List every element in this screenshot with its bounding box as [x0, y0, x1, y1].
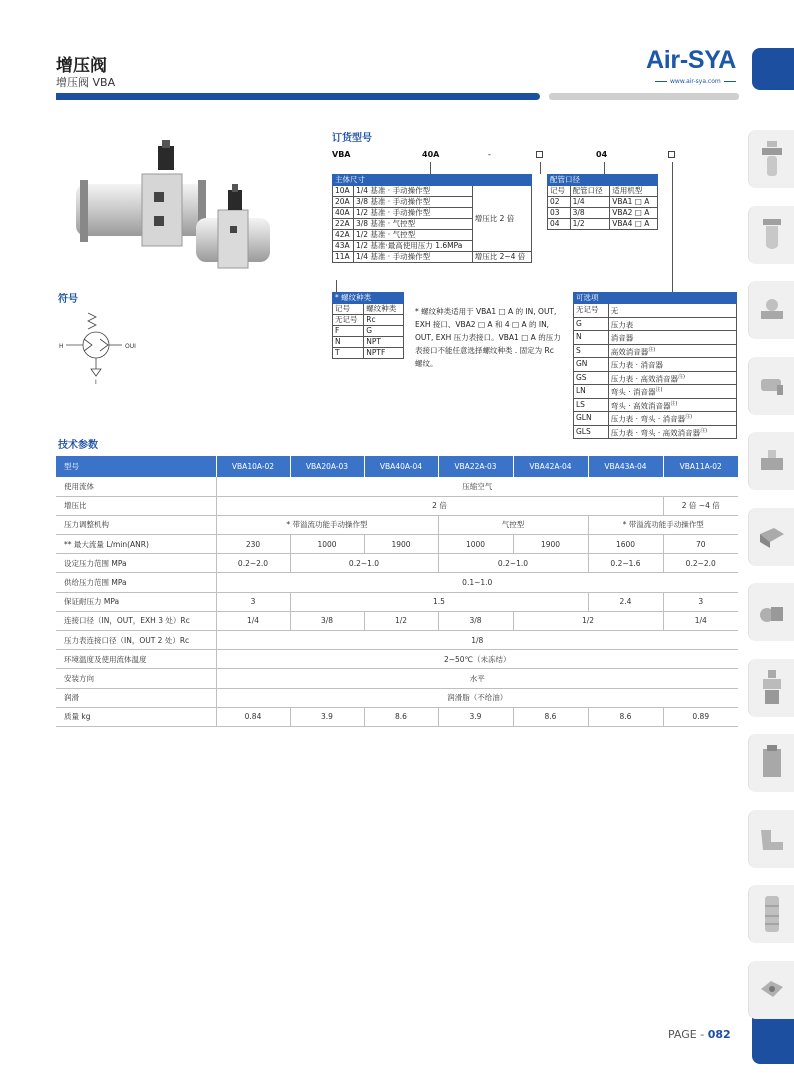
- body-desc: 1/4 基准 · 手动操作型: [353, 186, 472, 197]
- spec-cell: 水平: [216, 669, 738, 688]
- spec-label: 质量 kg: [56, 707, 216, 726]
- spec-cell: 1000: [438, 535, 513, 554]
- table-row: [56, 650, 738, 669]
- tech-section-title: 技术参数: [58, 440, 98, 451]
- spec-cell: 0.84: [216, 707, 290, 726]
- spec-head: VBA22A-03: [438, 456, 513, 477]
- option-desc: 无: [610, 306, 619, 316]
- port-cell: VBA2 □ A: [610, 208, 658, 219]
- pneumatic-symbol: [58, 305, 158, 385]
- option-desc: 压力表 · 消音器: [610, 360, 663, 370]
- body-desc: 3/8 基准 · 手动操作型: [353, 197, 472, 208]
- spec-cell: 2 倍: [216, 496, 663, 515]
- side-tab-top[interactable]: [752, 48, 794, 90]
- tick-option: [672, 162, 673, 292]
- body-desc: 3/8 基准 · 气控型: [353, 219, 472, 230]
- option-code: G: [574, 317, 609, 331]
- option-desc: 压力表: [610, 320, 634, 329]
- spec-cell: 3: [663, 592, 738, 611]
- table-row: [56, 611, 738, 630]
- option-code: GS: [574, 371, 609, 385]
- thread-head: 螺纹种类: [364, 304, 404, 315]
- spec-cell: 3/8: [438, 611, 513, 630]
- tick-port-a: [540, 162, 541, 174]
- spec-label: 使用流体: [56, 477, 216, 496]
- body-desc: 1/2 基准·最高使用压力 1.6MPa: [353, 241, 472, 252]
- spec-cell: 1900: [513, 535, 588, 554]
- port-head: 适用机型: [610, 186, 658, 197]
- thread-cell: T: [333, 348, 364, 359]
- spec-label: 连接口径（IN，OUT，EXH 3 处）Rc: [56, 611, 216, 630]
- spec-cell: 0.2~2.0: [216, 554, 290, 573]
- order-code-series: VBA: [332, 150, 351, 159]
- silencer-icon[interactable]: [748, 885, 794, 943]
- spec-label: 供给压力范围 MPa: [56, 573, 216, 592]
- valve-assembly-icon[interactable]: [748, 583, 794, 641]
- body-code: 20A: [333, 197, 354, 208]
- option-code: LN: [574, 385, 609, 399]
- thread-table: [332, 292, 404, 359]
- table-row: [56, 554, 738, 573]
- regulator-unit-icon[interactable]: [748, 659, 794, 717]
- body-code: 22A: [333, 219, 354, 230]
- filter-bowl-icon[interactable]: [748, 206, 794, 264]
- thread-head: 记号: [333, 304, 364, 315]
- spec-cell: 气控型: [438, 515, 588, 534]
- spec-cell: 8.6: [513, 707, 588, 726]
- thread-cell: NPT: [364, 337, 404, 348]
- option-code: 无记号: [574, 304, 609, 318]
- option-desc: 压力表 · 弯头 · 消音器: [610, 414, 686, 424]
- spec-cell: 70: [663, 535, 738, 554]
- header-blue-bar: [56, 93, 540, 100]
- spec-cell: 1/4: [216, 611, 290, 630]
- port-head: 记号: [548, 186, 571, 197]
- spec-cell: 230: [216, 535, 290, 554]
- tick-port-b: [604, 162, 605, 174]
- manifold-icon[interactable]: [748, 432, 794, 490]
- port-cell: 02: [548, 197, 571, 208]
- option-desc: 弯头 · 高效消音器: [610, 401, 671, 410]
- spec-cell: 0.2~1.6: [588, 554, 663, 573]
- port-cell: 03: [548, 208, 571, 219]
- spec-cell: 2 倍 ~4 倍: [663, 496, 738, 515]
- spec-label: 增压比: [56, 496, 216, 515]
- spec-cell: 8.6: [364, 707, 438, 726]
- order-code-port: 04: [596, 150, 608, 159]
- spec-cell: 3/8: [290, 611, 364, 630]
- table-row: [56, 592, 738, 611]
- table-row: [56, 707, 738, 726]
- product-image: [58, 140, 273, 280]
- table-row: [56, 573, 738, 592]
- thread-title: * 螺纹种类: [333, 293, 404, 304]
- port-cell: 1/2: [570, 219, 610, 230]
- table-row: [56, 631, 738, 650]
- page-number: [668, 1028, 731, 1041]
- table-row: [56, 477, 738, 496]
- thread-cell: 无记号: [333, 315, 364, 326]
- option-code: GLN: [574, 412, 609, 426]
- options-title: 可选项: [574, 293, 737, 304]
- brand-logo: Air-SYA: [646, 46, 737, 74]
- option-code: N: [574, 331, 609, 345]
- spec-cell: 压缩空气: [216, 477, 738, 496]
- thread-cell: NPTF: [364, 348, 404, 359]
- body-size-title: 主体尺寸: [333, 175, 532, 186]
- port-cell: 1/4: [570, 197, 610, 208]
- spec-cell: 8.6: [588, 707, 663, 726]
- tick-size: [430, 162, 431, 174]
- body-code: 40A: [333, 208, 354, 219]
- spec-label: 设定压力范围 MPa: [56, 554, 216, 573]
- tick-thread: [336, 280, 337, 292]
- option-note: 注): [700, 427, 708, 434]
- page-title: 增压阀: [56, 56, 107, 76]
- thread-cell: N: [333, 337, 364, 348]
- spec-cell: 1.5: [290, 592, 588, 611]
- spec-cell: 0.2~1.0: [438, 554, 588, 573]
- spec-label: 保证耐压力 MPa: [56, 592, 216, 611]
- table-row: [56, 496, 738, 515]
- spec-label: 润滑: [56, 688, 216, 707]
- spec-cell: 1600: [588, 535, 663, 554]
- spec-cell: 0.2~1.0: [290, 554, 438, 573]
- spec-label: 环境温度及使用流体温度: [56, 650, 216, 669]
- cylinder-valve-icon[interactable]: [748, 734, 794, 792]
- spec-cell: * 带溢流功能手动操作型: [216, 515, 438, 534]
- spec-cell: 润滑脂（不给油）: [216, 688, 738, 707]
- spec-cell: 3: [216, 592, 290, 611]
- option-note: 注): [677, 373, 685, 380]
- port-cell: 04: [548, 219, 571, 230]
- port-cell: VBA4 □ A: [610, 219, 658, 230]
- spec-cell: 1000: [290, 535, 364, 554]
- thread-cell: Rc: [364, 315, 404, 326]
- spec-cell: 3.9: [290, 707, 364, 726]
- spec-head: VBA11A-02: [663, 456, 738, 477]
- spec-head: 型号: [56, 456, 216, 477]
- order-code-dash: -: [488, 150, 491, 159]
- body-code: 11A: [333, 252, 354, 263]
- block-valve-icon[interactable]: [748, 508, 794, 566]
- thread-cell: G: [364, 326, 404, 337]
- table-row: [56, 688, 738, 707]
- page-digits: 082: [707, 1028, 731, 1041]
- table-row: [56, 535, 738, 554]
- spec-label: ** 最大流量 L/min(ANR): [56, 535, 216, 554]
- option-note: 注): [655, 387, 663, 393]
- body-code: 10A: [333, 186, 354, 197]
- body-desc: 1/2 基准 · 气控型: [353, 230, 472, 241]
- port-head: 配管口径: [570, 186, 610, 197]
- symbol-in-label: H: [59, 343, 64, 350]
- spec-table: [56, 456, 738, 727]
- table-row: [56, 515, 738, 534]
- spec-cell: 3.9: [438, 707, 513, 726]
- option-desc: 压力表 · 弯头 · 高效消音器: [610, 428, 701, 437]
- option-note: 注): [685, 414, 693, 420]
- option-code: GN: [574, 358, 609, 372]
- thread-cell: F: [333, 326, 364, 337]
- body-code: 43A: [333, 241, 354, 252]
- spec-cell: 1900: [364, 535, 438, 554]
- header-grey-bar: [549, 93, 739, 100]
- option-desc: 消音器: [610, 333, 634, 343]
- page-subtitle: 增压阀 VBA: [56, 76, 116, 89]
- body-ratio: 增压比 2 倍: [472, 186, 531, 252]
- spec-label: 压力表连接口径（IN，OUT 2 处）Rc: [56, 631, 216, 650]
- option-code: LS: [574, 398, 609, 412]
- option-note: 注): [648, 346, 656, 353]
- spec-head: VBA10A-02: [216, 456, 290, 477]
- spec-cell: 1/2: [513, 611, 663, 630]
- order-section-title: 订货型号: [332, 133, 372, 144]
- body-ratio: 增压比 2~4 倍: [472, 252, 531, 263]
- body-desc: 1/2 基准 · 手动操作型: [353, 208, 472, 219]
- order-code-size: 40A: [422, 150, 440, 159]
- spec-head: VBA43A-04: [588, 456, 663, 477]
- option-desc: 高效消音器: [610, 347, 649, 356]
- port-size-table: [547, 174, 658, 230]
- body-size-table: [332, 174, 532, 263]
- symbol-out-label: OUI: [125, 343, 136, 350]
- port-cell: VBA1 □ A: [610, 197, 658, 208]
- gauge-valve-icon[interactable]: [748, 281, 794, 339]
- table-row: [56, 669, 738, 688]
- thread-note: * 螺纹种类适用于 VBA1 □ A 的 IN, OUT, EXH 接口、VBA2 □ A 和 4 □ A 的 IN, OUT, EXH 压力表接口。VBA1 □ A 的压力表接口不能任意选择螺纹种类 . 固定为 Rc 螺纹。: [415, 307, 561, 368]
- valve-body-icon[interactable]: [748, 961, 794, 1019]
- option-code: GLS: [574, 425, 609, 439]
- spec-cell: 2~50℃（未冻结）: [216, 650, 738, 669]
- spec-cell: 1/4: [663, 611, 738, 630]
- elbow-fitting-icon[interactable]: [748, 357, 794, 415]
- spec-cell: 0.2~2.0: [663, 554, 738, 573]
- spec-cell: 0.89: [663, 707, 738, 726]
- spec-head: VBA40A-04: [364, 456, 438, 477]
- spec-head: VBA20A-03: [290, 456, 364, 477]
- category-sidebar: [748, 130, 794, 1036]
- option-desc: 弯头 · 消音器: [610, 387, 656, 397]
- body-desc: 1/4 基准 · 手动操作型: [353, 252, 472, 263]
- symbol-section-title: 符号: [58, 294, 78, 305]
- port-size-title: 配管口径: [548, 175, 658, 186]
- spec-cell: 0.1~1.0: [216, 573, 738, 592]
- option-note: 注): [670, 400, 678, 407]
- order-code-option-box: [668, 150, 675, 159]
- body-code: 42A: [333, 230, 354, 241]
- spec-cell: * 带溢流功能手动操作型: [588, 515, 738, 534]
- spec-cell: 1/2: [364, 611, 438, 630]
- page-prefix: PAGE -: [668, 1028, 708, 1041]
- pipe-elbow-icon[interactable]: [748, 810, 794, 868]
- option-code: S: [574, 344, 609, 358]
- options-table: [573, 292, 737, 439]
- spec-cell: 2.4: [588, 592, 663, 611]
- spec-head: VBA42A-04: [513, 456, 588, 477]
- symbol-exh-label: I: [95, 379, 97, 385]
- port-cell: 3/8: [570, 208, 610, 219]
- order-code-thread-box: [536, 150, 543, 159]
- spec-label: 安装方向: [56, 669, 216, 688]
- spec-cell: 1/8: [216, 631, 738, 650]
- option-desc: 压力表 · 高效消音器: [610, 374, 678, 383]
- brand-url: www.air-sya.com: [652, 78, 739, 85]
- filter-regulator-icon[interactable]: [748, 130, 794, 188]
- spec-label: 压力调整机构: [56, 515, 216, 534]
